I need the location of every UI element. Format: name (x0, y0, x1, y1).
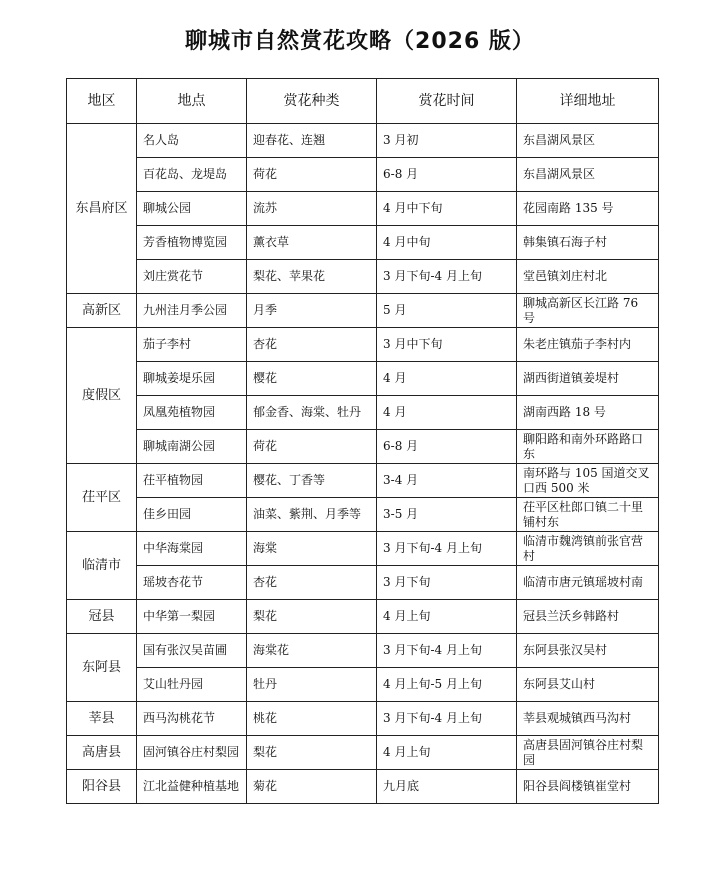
region-cell: 高新区 (67, 294, 137, 328)
table-body (67, 124, 659, 804)
address-cell: 东昌湖风景区 (517, 124, 659, 158)
table-row (67, 124, 659, 158)
bloom-time-cell: 4 月中下旬 (377, 192, 517, 226)
header-bloom-time: 赏花时间 (377, 79, 517, 124)
address-cell: 莘县观城镇西马沟村 (517, 702, 659, 736)
address-cell: 临清市魏湾镇前张官营村 (517, 532, 659, 566)
flower-type-cell: 菊花 (247, 770, 377, 804)
location-cell: 中华海棠园 (137, 532, 247, 566)
flower-type-cell: 荷花 (247, 158, 377, 192)
bloom-time-cell: 3 月下旬-4 月上旬 (377, 532, 517, 566)
region-cell: 东阿县 (67, 634, 137, 702)
address-cell: 冠县兰沃乡韩路村 (517, 600, 659, 634)
table-header-row (67, 79, 659, 124)
location-cell: 茌平植物园 (137, 464, 247, 498)
address-cell: 花园南路 135 号 (517, 192, 659, 226)
address-cell: 东昌湖风景区 (517, 158, 659, 192)
region-cell: 高唐县 (67, 736, 137, 770)
address-cell: 东阿县张汉吴村 (517, 634, 659, 668)
bloom-time-cell: 6-8 月 (377, 430, 517, 464)
table-row (67, 192, 659, 226)
header-location: 地点 (137, 79, 247, 124)
location-cell: 刘庄赏花节 (137, 260, 247, 294)
location-cell: 西马沟桃花节 (137, 702, 247, 736)
flower-type-cell: 海棠花 (247, 634, 377, 668)
bloom-time-cell: 4 月上旬 (377, 736, 517, 770)
location-cell: 国有张汉吴苗圃 (137, 634, 247, 668)
flower-type-cell: 海棠 (247, 532, 377, 566)
bloom-time-cell: 4 月 (377, 362, 517, 396)
bloom-time-cell: 4 月中旬 (377, 226, 517, 260)
table-row (67, 532, 659, 566)
flower-type-cell: 梨花 (247, 600, 377, 634)
bloom-time-cell: 4 月 (377, 396, 517, 430)
address-cell: 聊阳路和南外环路路口东 (517, 430, 659, 464)
location-cell: 凤凰苑植物园 (137, 396, 247, 430)
flower-type-cell: 薰衣草 (247, 226, 377, 260)
region-cell: 临清市 (67, 532, 137, 600)
address-cell: 湖南西路 18 号 (517, 396, 659, 430)
header-address: 详细地址 (517, 79, 659, 124)
flower-type-cell: 梨花 (247, 736, 377, 770)
flower-type-cell: 月季 (247, 294, 377, 328)
flower-guide-table (66, 78, 659, 804)
table-row (67, 736, 659, 770)
flower-type-cell: 樱花、丁香等 (247, 464, 377, 498)
flower-type-cell: 桃花 (247, 702, 377, 736)
region-cell: 莘县 (67, 702, 137, 736)
location-cell: 艾山牡丹园 (137, 668, 247, 702)
address-cell: 聊城高新区长江路 76 号 (517, 294, 659, 328)
bloom-time-cell: 3-4 月 (377, 464, 517, 498)
table-row (67, 362, 659, 396)
flower-type-cell: 杏花 (247, 566, 377, 600)
location-cell: 固河镇谷庄村梨园 (137, 736, 247, 770)
region-cell: 冠县 (67, 600, 137, 634)
table-row (67, 668, 659, 702)
bloom-time-cell: 3 月下旬-4 月上旬 (377, 260, 517, 294)
address-cell: 朱老庄镇茄子李村内 (517, 328, 659, 362)
bloom-time-cell: 3 月下旬-4 月上旬 (377, 702, 517, 736)
region-cell: 茌平区 (67, 464, 137, 532)
address-cell: 阳谷县阎楼镇崔堂村 (517, 770, 659, 804)
address-cell: 茌平区杜郎口镇二十里铺村东 (517, 498, 659, 532)
bloom-time-cell: 九月底 (377, 770, 517, 804)
table-row (67, 328, 659, 362)
location-cell: 中华第一梨园 (137, 600, 247, 634)
flower-type-cell: 油菜、紫荆、月季等 (247, 498, 377, 532)
location-cell: 佳乡田园 (137, 498, 247, 532)
bloom-time-cell: 3 月下旬 (377, 566, 517, 600)
flower-type-cell: 杏花 (247, 328, 377, 362)
table-row (67, 464, 659, 498)
address-cell: 韩集镇石海子村 (517, 226, 659, 260)
address-cell: 湖西街道镇姜堤村 (517, 362, 659, 396)
page-title: 聊城市自然赏花攻略（2026 版） (185, 29, 535, 54)
bloom-time-cell: 3-5 月 (377, 498, 517, 532)
location-cell: 瑶坡杏花节 (137, 566, 247, 600)
bloom-time-cell: 4 月上旬-5 月上旬 (377, 668, 517, 702)
table-row (67, 702, 659, 736)
header-region: 地区 (67, 79, 137, 124)
flower-type-cell: 樱花 (247, 362, 377, 396)
location-cell: 名人岛 (137, 124, 247, 158)
bloom-time-cell: 3 月初 (377, 124, 517, 158)
location-cell: 聊城公园 (137, 192, 247, 226)
location-cell: 九州洼月季公园 (137, 294, 247, 328)
location-cell: 江北益健种植基地 (137, 770, 247, 804)
table-row (67, 498, 659, 532)
table-row (67, 226, 659, 260)
bloom-time-cell: 4 月上旬 (377, 600, 517, 634)
bloom-time-cell: 3 月中下旬 (377, 328, 517, 362)
bloom-time-cell: 5 月 (377, 294, 517, 328)
location-cell: 百花岛、龙堤岛 (137, 158, 247, 192)
region-cell: 阳谷县 (67, 770, 137, 804)
location-cell: 芳香植物博览园 (137, 226, 247, 260)
address-cell: 高唐县固河镇谷庄村梨园 (517, 736, 659, 770)
bloom-time-cell: 3 月下旬-4 月上旬 (377, 634, 517, 668)
table-row (67, 396, 659, 430)
flower-type-cell: 荷花 (247, 430, 377, 464)
table-row (67, 600, 659, 634)
table-row (67, 158, 659, 192)
location-cell: 茄子李村 (137, 328, 247, 362)
table-row (67, 770, 659, 804)
address-cell: 东阿县艾山村 (517, 668, 659, 702)
flower-type-cell: 迎春花、连翘 (247, 124, 377, 158)
flower-type-cell: 郁金香、海棠、牡丹 (247, 396, 377, 430)
table-row (67, 294, 659, 328)
header-flower-type: 赏花种类 (247, 79, 377, 124)
location-cell: 聊城姜堤乐园 (137, 362, 247, 396)
flower-type-cell: 梨花、苹果花 (247, 260, 377, 294)
table-row (67, 634, 659, 668)
flower-type-cell: 牡丹 (247, 668, 377, 702)
table-row (67, 430, 659, 464)
region-cell: 东昌府区 (67, 124, 137, 294)
table-row (67, 566, 659, 600)
address-cell: 堂邑镇刘庄村北 (517, 260, 659, 294)
table-row (67, 260, 659, 294)
bloom-time-cell: 6-8 月 (377, 158, 517, 192)
location-cell: 聊城南湖公园 (137, 430, 247, 464)
address-cell: 南环路与 105 国道交叉口西 500 米 (517, 464, 659, 498)
region-cell: 度假区 (67, 328, 137, 464)
address-cell: 临清市唐元镇瑶坡村南 (517, 566, 659, 600)
flower-type-cell: 流苏 (247, 192, 377, 226)
